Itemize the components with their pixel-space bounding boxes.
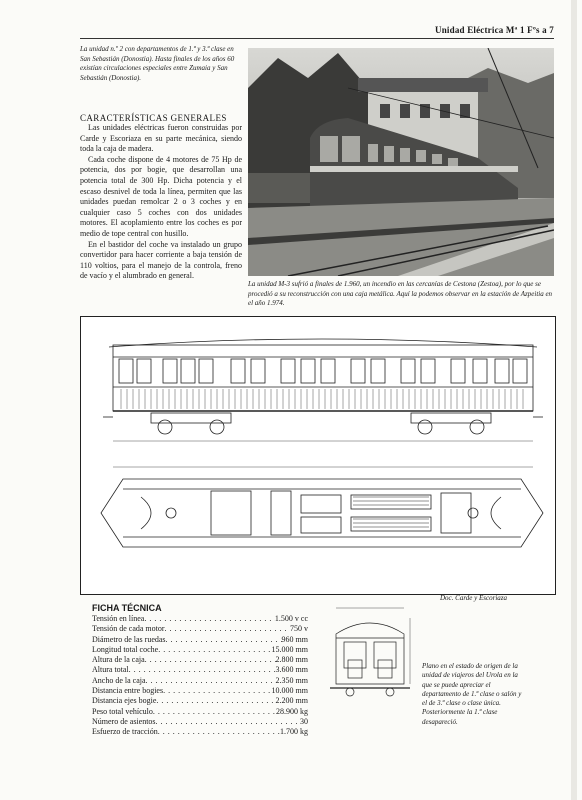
leader-dots [145,655,276,665]
section-caption: Plano en el estado de origen de la unidad de viajeros del Urola en la que se puede apreciar el departamento de 1.ª clase o salón y el de 3.ª clase o clase única. Posteriormente la 1.ª clase desapareció. [422,662,522,726]
ficha-label: Distancia ejes bogie [92,696,157,706]
leader-dots [156,696,275,706]
leader-dots [163,686,271,696]
technical-drawing [80,316,556,595]
ficha-row [92,707,308,717]
ficha-row [92,624,308,634]
ficha-value: 15.000 mm [271,644,308,654]
ficha-row [92,655,308,665]
ficha-value: 2.200 mm [275,696,308,706]
leader-dots [144,614,275,624]
ficha-label: Tensión de cada motor [92,624,165,634]
ficha-label: Peso total vehículo [92,706,153,716]
caption-top: La unidad n.º 2 con departamentos de 1.ª y 3.ª clase en San Sebastián (Donostia). Hasta finales de los años 60 existían circulaciones especiales entre Zumaia y San Sebastián (Donostia). [80,45,235,82]
leader-dots [166,635,282,645]
drawing-credit: Doc. Carde y Escoriaza [440,594,508,602]
section-body [80,123,242,282]
ficha-label: Ancho de la caja [92,675,146,685]
photo-caption: La unidad M-3 sufrió a finales de 1.960, un incendio en las cercanías de Cestona (Zestoa), por lo que se procedió a su reconstrucción con una caja metálica. Aquí la podemos observar en la estación de Azpeitia en el año 1.974. [248,280,553,307]
ficha-value: 2.800 mm [275,655,308,665]
ficha-value: 10.000 mm [271,686,308,696]
paragraph: En el bastidor del coche va instalado un grupo convertidor para hacer corriente a baja tensión de 110 voltios, para el manejo de la controla, freno de vacío y el alumbrado en general. [80,239,242,281]
ficha-value: 2.350 mm [275,675,308,685]
page-binding-edge [571,0,577,800]
header-title: Unidad Eléctrica Mª 1 Fºs a 7 [435,25,554,35]
ficha-value: 3.600 mm [275,665,308,675]
leader-dots [146,676,276,686]
ficha-row [92,645,308,655]
page-header [80,26,554,39]
leader-dots [153,707,276,717]
ficha-value: 28.900 kg [276,706,308,716]
leader-dots [158,645,271,655]
leader-dots [156,717,300,727]
ficha-title: FICHA TÉCNICA [92,603,162,613]
ficha-value: 30 [300,716,308,726]
ficha-label: Esfuerzo de tracción [92,727,158,737]
leader-dots [165,624,290,634]
cross-section-drawing [326,604,414,700]
ficha-value: 750 v [290,624,308,634]
section-title: CARACTERÍSTICAS GENERALES [80,113,227,123]
ficha-row [92,635,308,645]
leader-dots [158,727,280,737]
ficha-row [92,686,308,696]
ficha-label: Distancia entre bogies [92,686,164,696]
train-photo [248,48,554,276]
ficha-row [92,696,308,706]
ficha-value: 1.500 v cc [274,614,308,623]
ficha-value: 1.700 kg [280,727,308,737]
ficha-row [92,676,308,686]
ficha-row [92,717,308,727]
ficha-label: Número de asientos [92,716,156,726]
ficha-label: Longitud total coche [92,644,159,654]
ficha-label: Tensión en línea [92,614,145,623]
ficha-table [92,614,308,738]
ficha-row [92,727,308,737]
ficha-value: 960 mm [281,634,308,644]
ficha-row [92,614,308,624]
paragraph: Cada coche dispone de 4 motores de 75 Hp de potencia, dos por bogie, que desarrollan una potencia total de 300 Hp. Dicha potencia y el escaso desnivel de toda la línea, permiten que las unidades puedan remolcar 2 o 3 coches y en cualquier caso 5 coches con dos unidades motores. El acoplamiento entre los coches es por medio de tope central con husillo. [80,154,242,238]
ficha-label: Altura total [92,665,129,675]
ficha-row [92,665,308,675]
ficha-label: Altura de la caja [92,655,145,665]
leader-dots [129,665,276,675]
ficha-label: Diámetro de las ruedas [92,634,166,644]
paragraph: Las unidades eléctricas fueron construidas por Carde y Escoriaza en su parte mecánica, siendo toda la caja de madera. [80,123,242,154]
